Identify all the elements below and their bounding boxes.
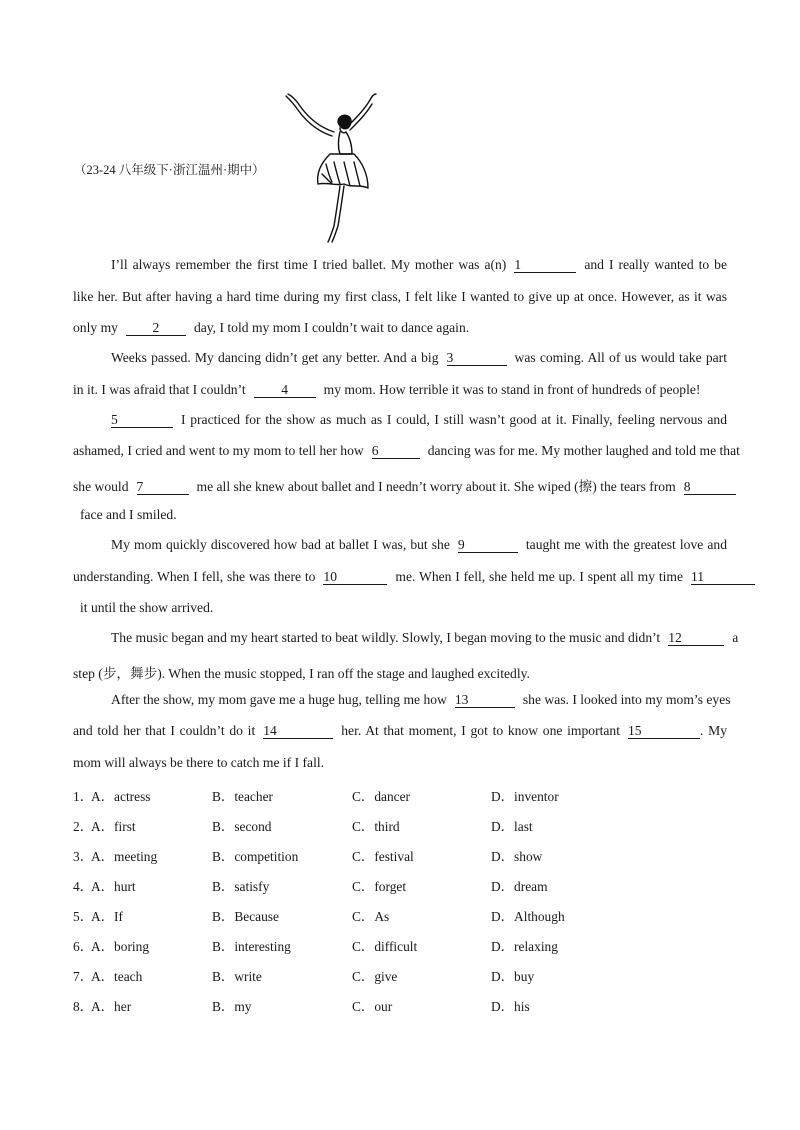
passage-line-5: in it. I was afraid that I couldn’t 4 my mom. How terrible it was to stand in front of hundreds of people! xyxy=(73,382,701,397)
question-number: 4． xyxy=(73,879,94,894)
blank-5[interactable]: 5 xyxy=(111,413,173,428)
question-number: 8． xyxy=(73,999,94,1014)
option-a[interactable]: A．meeting xyxy=(91,849,158,864)
option-b[interactable]: B．Because xyxy=(212,909,279,924)
question-number: 1． xyxy=(73,789,94,804)
passage-line-2: like her. But after having a hard time during my first class, I felt like I wanted to give up at once. However, as it was xyxy=(73,289,727,304)
blank-15[interactable]: 15 xyxy=(628,724,700,739)
blank-8[interactable]: 8 xyxy=(684,480,736,495)
option-b[interactable]: B．satisfy xyxy=(212,879,270,894)
blank-1[interactable]: 1 xyxy=(514,258,576,273)
option-c[interactable]: C．As xyxy=(352,909,390,924)
blank-13[interactable]: 13 xyxy=(455,693,515,708)
question-1 xyxy=(73,786,733,806)
question-7 xyxy=(73,966,733,986)
option-c[interactable]: C．festival xyxy=(352,849,414,864)
blank-11[interactable]: 11 xyxy=(691,570,755,585)
option-a[interactable]: A．her xyxy=(91,999,132,1014)
option-b[interactable]: B．second xyxy=(212,819,272,834)
option-c[interactable]: C．our xyxy=(352,999,393,1014)
blank-7[interactable]: 7 xyxy=(137,480,189,495)
passage-line-1: I’ll always remember the first time I tried ballet. My mother was a(n) 1 and I really wanted to be xyxy=(111,257,728,272)
question-3 xyxy=(73,846,733,866)
option-a[interactable]: A．first xyxy=(91,819,136,834)
option-b[interactable]: B．write xyxy=(212,969,262,984)
option-a[interactable]: A．teach xyxy=(91,969,143,984)
passage-line-6: 5 I practiced for the show as much as I could, I still wasn’t good at it. Finally, feeling nervous and xyxy=(111,412,727,427)
option-b[interactable]: B．interesting xyxy=(212,939,291,954)
question-2 xyxy=(73,816,733,836)
question-number: 5． xyxy=(73,909,94,924)
option-d[interactable]: D．Although xyxy=(491,909,565,924)
option-d[interactable]: D．buy xyxy=(491,969,535,984)
question-number: 7． xyxy=(73,969,94,984)
option-b[interactable]: B．competition xyxy=(212,849,299,864)
option-b[interactable]: B．teacher xyxy=(212,789,273,804)
option-c[interactable]: C．give xyxy=(352,969,398,984)
source-label: （23-24 八年级下·浙江温州·期中） xyxy=(74,163,265,177)
blank-10[interactable]: 10 xyxy=(323,570,387,585)
blank-14[interactable]: 14 xyxy=(263,724,333,739)
blank-12[interactable]: 12 xyxy=(668,631,724,646)
passage-line-17: mom will always be there to catch me if I fall. xyxy=(73,755,325,770)
passage-line-9: face and I smiled. xyxy=(80,507,177,522)
option-c[interactable]: C．third xyxy=(352,819,400,834)
question-number: 6． xyxy=(73,939,94,954)
passage-line-14: step (步，舞步). When the music stopped, I ran off the stage and laughed excitedly. xyxy=(73,666,530,681)
option-c[interactable]: C．dancer xyxy=(352,789,411,804)
passage-line-7: ashamed, I cried and went to my mom to tell her how 6 dancing was for me. My mother laughed and told me that xyxy=(73,443,740,458)
option-a[interactable]: A．hurt xyxy=(91,879,136,894)
option-a[interactable]: A．boring xyxy=(91,939,150,954)
passage-line-3: only my 2 day, I told my mom I couldn’t wait to dance again. xyxy=(73,320,470,335)
option-a[interactable]: A．actress xyxy=(91,789,151,804)
option-c[interactable]: C．forget xyxy=(352,879,407,894)
blank-9[interactable]: 9 xyxy=(458,538,518,553)
passage-line-4: Weeks passed. My dancing didn’t get any better. And a big 3 was coming. All of us would take part xyxy=(111,350,727,365)
question-4 xyxy=(73,876,733,896)
passage-line-10: My mom quickly discovered how bad at ballet I was, but she 9 taught me with the greatest love and xyxy=(111,537,727,552)
option-d[interactable]: D．his xyxy=(491,999,530,1014)
passage-line-15: After the show, my mom gave me a huge hug, telling me how 13 she was. I looked into my mom’s eyes xyxy=(111,692,731,707)
question-5 xyxy=(73,906,733,926)
passage-line-8: she would 7 me all she knew about ballet and I needn’t worry about it. She wiped (擦) the tears from 8 xyxy=(73,475,727,495)
passage-line-13: The music began and my heart started to beat wildly. Slowly, I began moving to the music and didn’t 12 a xyxy=(111,630,739,645)
option-b[interactable]: B．my xyxy=(212,999,252,1014)
option-c[interactable]: C．difficult xyxy=(352,939,418,954)
blank-4[interactable]: 4 xyxy=(254,383,316,398)
blank-6[interactable]: 6 xyxy=(372,444,420,459)
passage-line-11: understanding. When I fell, she was there to 10 me. When I fell, she held me up. I spent all my time 11 xyxy=(73,569,755,585)
question-number: 2． xyxy=(73,819,94,834)
blank-2[interactable]: 2 xyxy=(126,321,186,336)
option-d[interactable]: D．relaxing xyxy=(491,939,558,954)
question-number: 3． xyxy=(73,849,94,864)
option-a[interactable]: A．If xyxy=(91,909,123,924)
ballet-dancer-illustration xyxy=(282,92,386,244)
option-d[interactable]: D．dream xyxy=(491,879,548,894)
question-8 xyxy=(73,996,733,1016)
option-d[interactable]: D．inventor xyxy=(491,789,559,804)
blank-3[interactable]: 3 xyxy=(447,351,507,366)
passage-line-12: it until the show arrived. xyxy=(80,600,214,615)
option-d[interactable]: D．show xyxy=(491,849,543,864)
option-d[interactable]: D．last xyxy=(491,819,533,834)
passage-line-16: and told her that I couldn’t do it 14 her. At that moment, I got to know one important 15 . My xyxy=(73,723,727,738)
question-6 xyxy=(73,936,733,956)
